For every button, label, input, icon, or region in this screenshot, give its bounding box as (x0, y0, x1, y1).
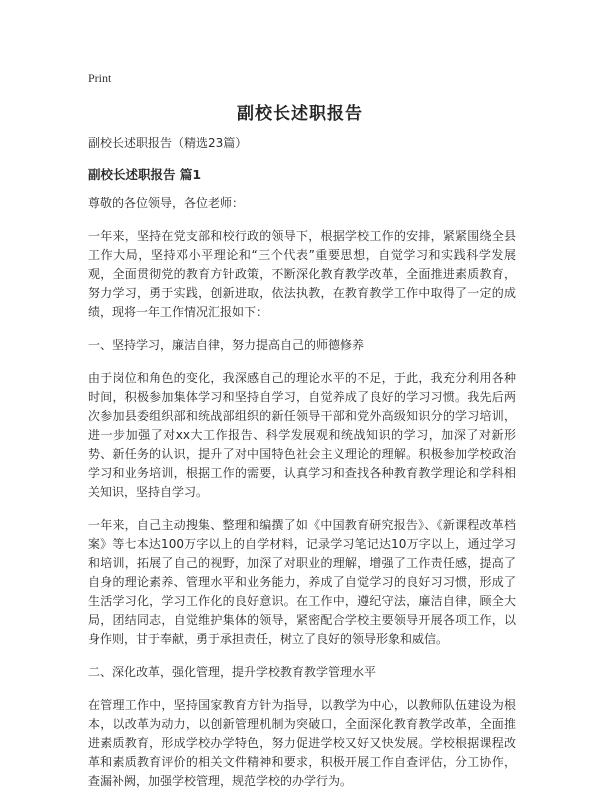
salutation: 尊敬的各位领导，各位老师： (88, 196, 245, 210)
section-heading: 副校长述职报告 篇1 (88, 167, 202, 182)
paragraph-intro: 一年来，坚持在党支部和校行政的领导下，根据学校工作的安排，紧紧围绕全县工作大局，坚持邓小平理论和“三个代表”重要思想，自觉学习和实践科学发展观，全面贯彻党的教育方针政策，不断深化教育教学改革，全面推进素质教育，努力学习，勇于实践，创新进取，依法执教，在教育教学工作中取得了一定的成绩，现将一年工作情况汇报如下： (88, 229, 516, 319)
paragraph-management: 在管理工作中，坚持国家教育方针为指导，以教学为中心，以教师队伍建设为根本，以改革为动力，以创新管理机制为突破口，全面深化教育教学改革，全面推进素质教育，形成学校办学特色，努力促进学校又好又快发展。学校根据课程改革和素质教育评价的相关文件精神和要求，积极开展工作自查评估，分工协作，查漏补阙，加强学校管理，规范学校的办学行为。 (88, 698, 516, 788)
document-subtitle: 副校长述职报告（精选23篇） (88, 136, 248, 150)
document-body (88, 134, 516, 805)
print-link[interactable]: Print (88, 71, 112, 85)
document-title: 副校长述职报告 (237, 104, 363, 124)
heading-part-two: 二、深化改革，强化管理，提升学校教育教学管理水平 (88, 665, 377, 679)
heading-part-one: 一、坚持学习，廉洁自律，努力提高自己的师德修养 (88, 338, 365, 352)
paragraph-self-study: 一年来，自己主动搜集、整理和编撰了如《中国教育研究报告》、《新课程改革档案》等七本达100万字以上的自学材料，记录学习笔记达10万字以上，通过学习和培训，拓展了自己的视野，加深了对职业的理解，增强了工作责任感，提高了自身的理论素养、管理水平和业务能力，养成了自觉学习的良好习习惯，形成了生活学习化，学习工作化的良好意识。在工作中，遵纪守法，廉洁自律，顾全大局，团结同志，自觉维护集体的领导，紧密配合学校主要领导开展各项工作，以身作则，甘于奉献，勇于承担责任，树立了良好的领导形象和威信。 (88, 518, 516, 646)
paragraph-study: 由于岗位和角色的变化，我深感自己的理论水平的不足，于此，我充分利用各种时间，积极参加集体学习和坚持自学习，自觉养成了良好的学习习惯。我先后两次参加县委组织部和统战部组织的新任领导干部和党外高级知识分的学习培训，进一步加强了对xx大工作报告、科学发展观和统战知识的学习，加深了对新形势、新任务的认识，提升了对中国特色社会主义理论的理解。积极参加学校政治学习和业务培训，根据工作的需要，认真学习和查找各种教育教学理论和学科相关知识，坚持自学习。 (88, 371, 516, 499)
